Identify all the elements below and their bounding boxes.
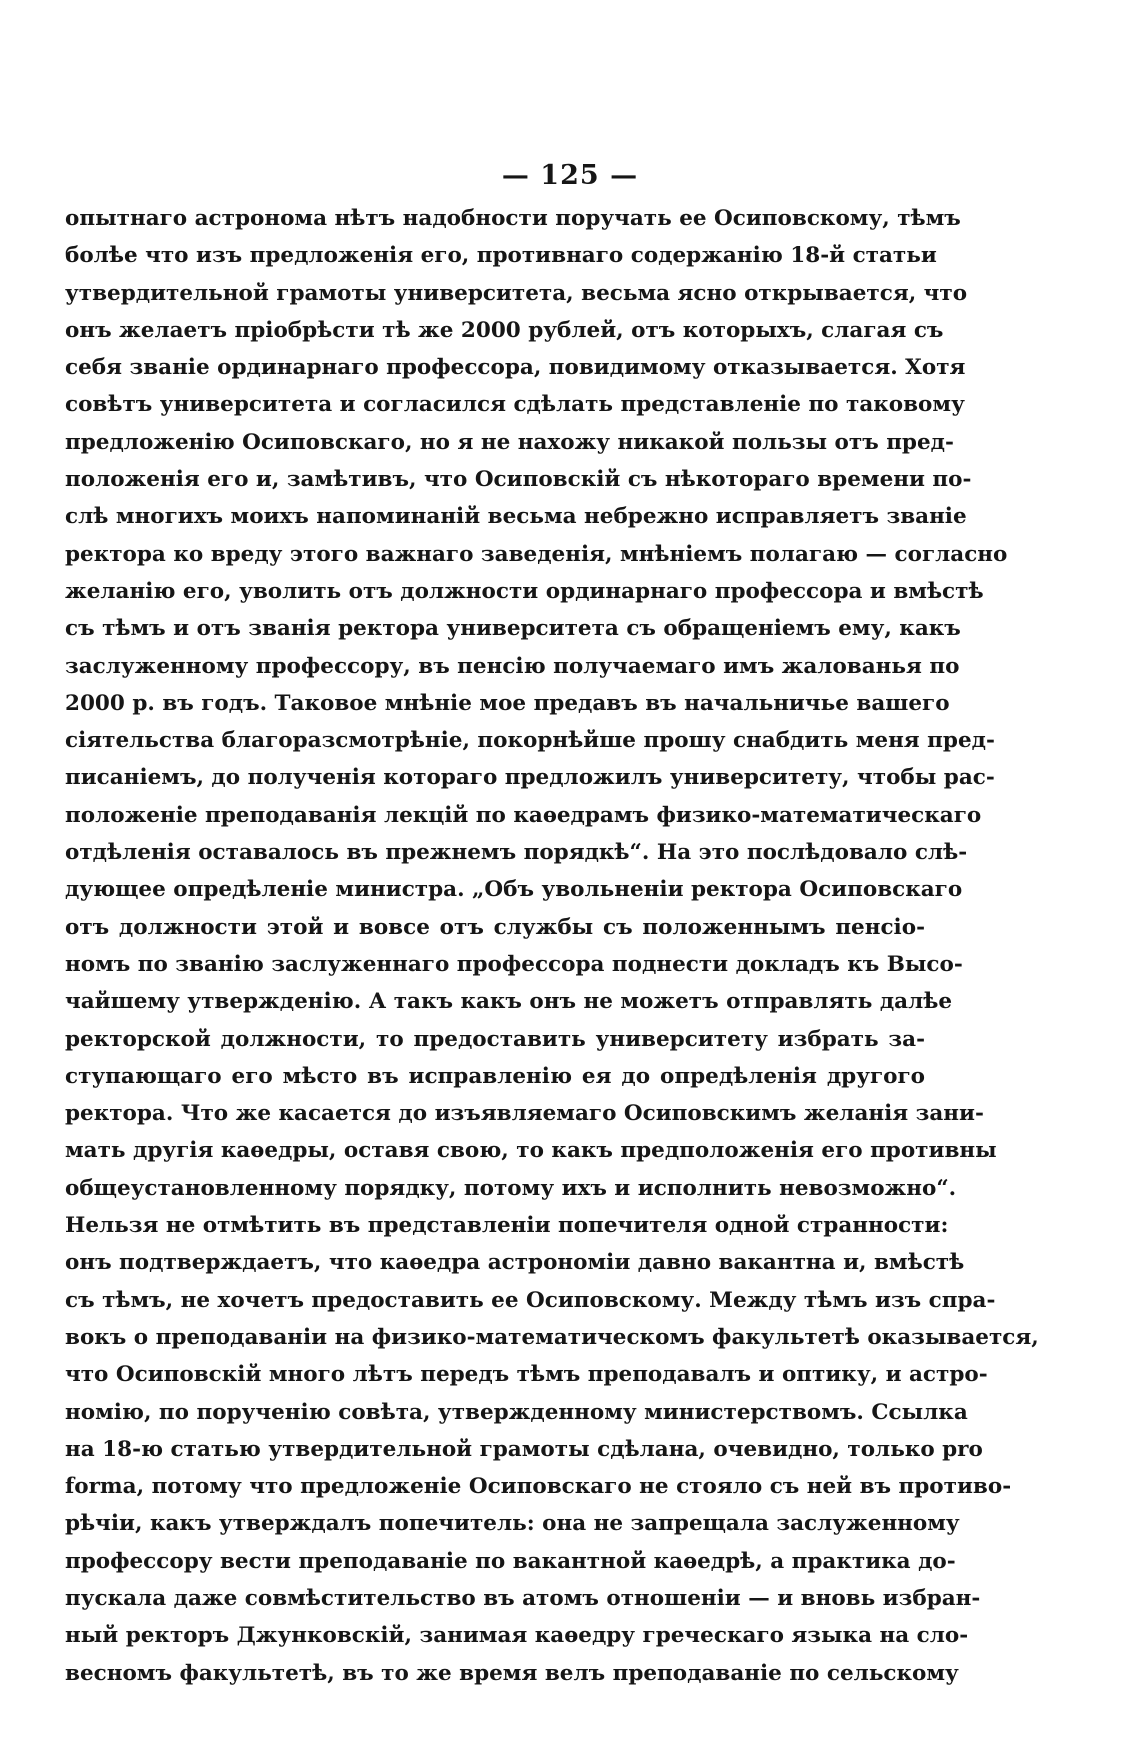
text-line: номъ по званію заслуженнаго профессора поднести докладъ къ Высо- — [65, 951, 963, 977]
text-line: 2000 р. въ годъ. Таковое мнѣніе мое предавъ въ начальничье вашего — [65, 690, 950, 716]
page-number: — 125 — — [501, 160, 639, 191]
text-line: рѣчіи, какъ утверждалъ попечитель: она не запрещала заслуженному — [65, 1511, 960, 1537]
text-line: ступающаго его мѣсто въ исправленію ея до опредѣленія другого — [65, 1063, 925, 1089]
text-line: пускала даже совмѣстительство въ атомъ отношеніи — и вновь избран- — [65, 1585, 981, 1611]
text-line: мать другія каѳедры, оставя свою, то какъ предположенія его противны — [65, 1138, 997, 1164]
text-line: forma, потому что предложеніе Осиповскаго не стояло съ ней въ противо- — [65, 1474, 1012, 1500]
text-line: предложенію Осиповскаго, но я не нахожу никакой пользы отъ пред- — [65, 429, 954, 455]
text-line: профессору вести преподаваніе по вакантной каѳедрѣ, а практика до- — [65, 1548, 956, 1574]
text-line: вокъ о преподаваніи на физико-математическомъ факультетѣ оказывается, — [65, 1324, 1039, 1350]
text-line: общеустановленному порядку, потому ихъ и исполнить невозможно“. — [65, 1175, 957, 1201]
text-line: съ тѣмъ, не хочетъ предоставить ее Осиповскому. Между тѣмъ изъ спра- — [65, 1287, 996, 1313]
text-line: что Осиповскій много лѣтъ передъ тѣмъ преподавалъ и оптику, и астро- — [65, 1362, 988, 1388]
text-line: желанію его, уволить отъ должности ординарнаго профессора и вмѣстѣ — [65, 578, 984, 604]
text-line: номію, по порученію совѣта, утвержденному министерствомъ. Ссылка — [65, 1399, 968, 1425]
text-line: себя званіе ординарнаго профессора, повидимому отказывается. Хотя — [65, 355, 966, 381]
text-line: сіятельства благоразсмотрѣніе, покорнѣйше прошу снабдить меня пред- — [65, 728, 995, 754]
text-line: опытнаго астронома нѣтъ надобности поручать ее Осиповскому, тѣмъ — [65, 206, 961, 231]
text-line: ректорской должности, то предоставить университету избрать за- — [65, 1026, 925, 1052]
text-line: дующее опредѣленіе министра. „Объ увольненіи ректора Осиповскаго — [65, 877, 963, 903]
text-line: утвердительной грамоты университета, весьма ясно открывается, что — [65, 280, 968, 306]
text-line: отъ должности этой и вовсе отъ службы съ положеннымъ пенсіо- — [65, 914, 925, 940]
text-line: онъ желаетъ пріобрѣсти тѣ же 2000 рублей, отъ которыхъ, слагая съ — [65, 317, 944, 343]
text-line: чайшему утвержденію. А такъ какъ онъ не можетъ отправлять далѣе — [65, 989, 953, 1015]
text-line: онъ подтверждаетъ, что каѳедра астрономіи давно вакантна и, вмѣстѣ — [65, 1250, 965, 1276]
text-line: заслуженному профессору, въ пенсію получаемаго имъ жалованья по — [65, 653, 960, 679]
text-line: отдѣленія оставалось въ прежнемъ порядкѣ“. На это послѣдовало слѣ- — [65, 840, 968, 866]
text-line: съ тѣмъ и отъ званія ректора университета съ обращеніемъ ему, какъ — [65, 616, 961, 642]
text-line: болѣе что изъ предложенія его, противнаго содержанію 18-й статьи — [65, 243, 937, 269]
text-line: положенія его и, замѣтивъ, что Осиповскій съ нѣкотораго времени по- — [65, 467, 972, 493]
text-line: слѣ многихъ моихъ напоминаній весьма небрежно исправляетъ званіе — [65, 504, 967, 530]
text-line: на 18-ю статью утвердительной грамоты сдѣлана, очевидно, только pro — [65, 1436, 983, 1462]
text-line: совѣтъ университета и согласился сдѣлать представленіе по таковому — [65, 392, 965, 418]
text-line: ректора ко вреду этого важнаго заведенія, мнѣніемъ полагаю — согласно — [65, 541, 1008, 567]
text-line: ный ректоръ Джунковскій, занимая каѳедру греческаго языка на сло- — [65, 1623, 969, 1649]
text-line: Нельзя не отмѣтить въ представленіи попечителя одной странности: — [65, 1213, 949, 1239]
text-line: положеніе преподаванія лекцій по каѳедрамъ физико-математическаго — [65, 802, 982, 828]
body-text — [65, 200, 1039, 1692]
text-line: весномъ факультетѣ, въ то же время велъ преподаваніе по сельскому — [65, 1660, 959, 1686]
text-line: писаніемъ, до полученія котораго предложилъ университету, чтобы рас- — [65, 765, 995, 791]
text-line: ректора. Что же касается до изъявляемаго Осиповскимъ желанія зани- — [65, 1101, 984, 1127]
